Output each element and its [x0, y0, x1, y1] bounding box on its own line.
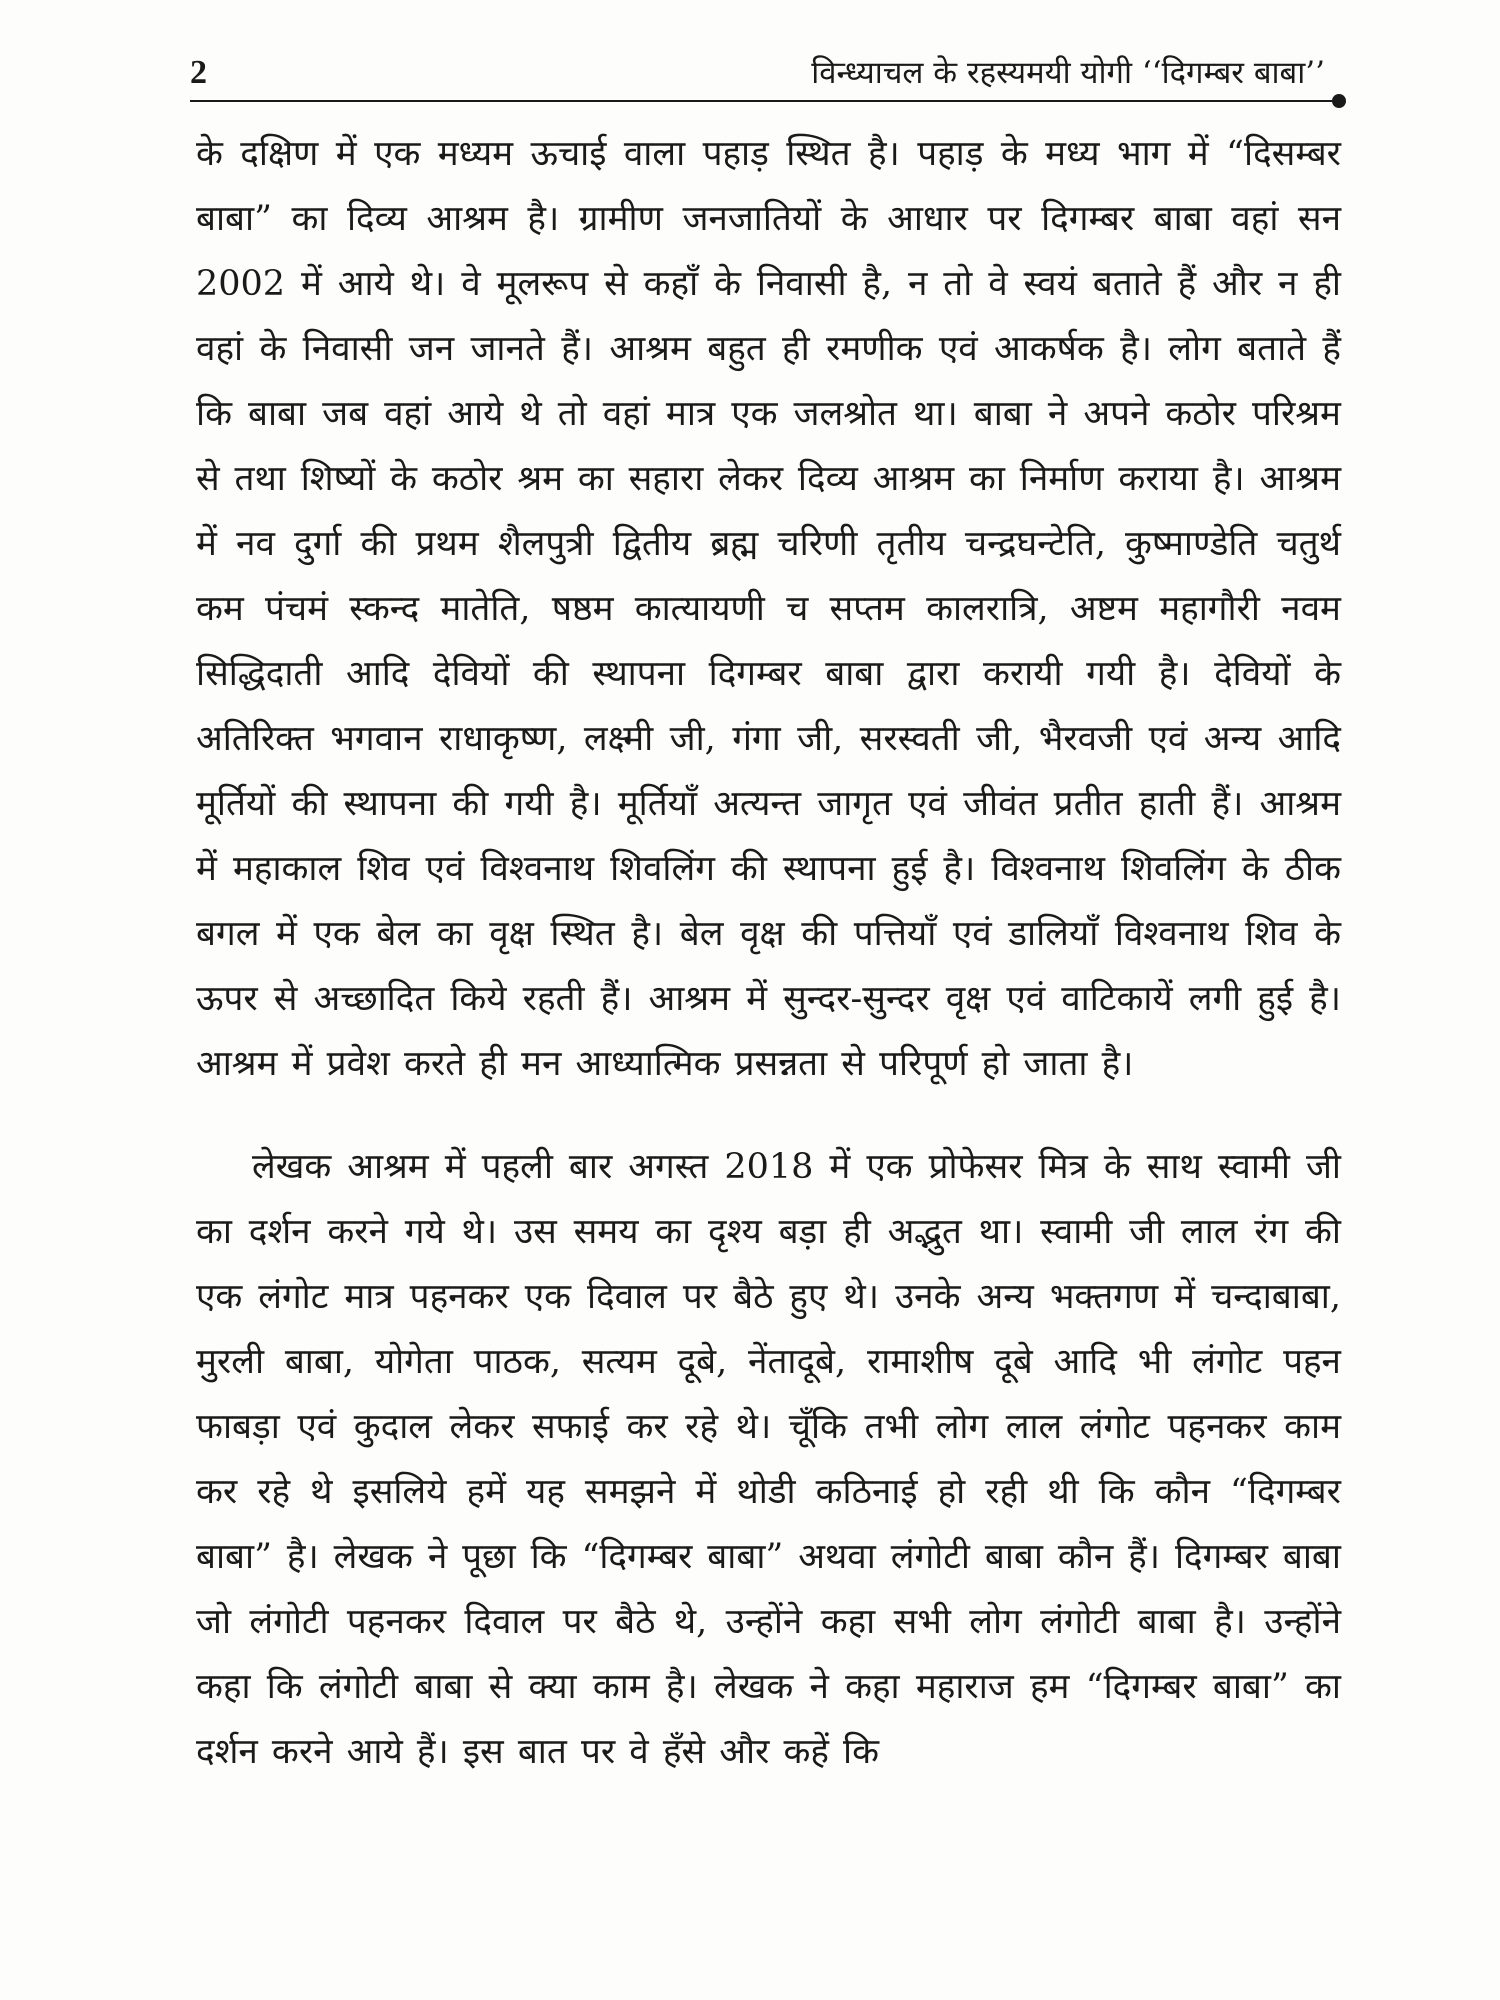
- header-rule: [190, 100, 1340, 102]
- paragraph-ashram-description: के दक्षिण में एक मध्यम ऊचाई वाला पहाड़ स्थित है। पहाड़ के मध्य भाग में “दिसम्बर बाबा” का दिव्य आश्रम है। ग्रामीण जनजातियों के आधार पर दिगम्बर बाबा वहां सन 2002 में आये थे। वे मूलरूप से कहाँ के निवासी है, न तो वे स्वयं बताते हैं और न ही वहां के निवासी जन जानते हैं। आश्रम बहुत ही रमणीक एवं आकर्षक है। लोग बताते हैं कि बाबा जब वहां आये थे तो वहां मात्र एक जलश्रोत था। बाबा ने अपने कठोर परिश्रम से तथा शिष्यों के कठोर श्रम का सहारा लेकर दिव्य आश्रम का निर्माण कराया है। आश्रम में नव दुर्गा की प्रथम शैलपुत्री द्वितीय ब्रह्म चरिणी तृतीय चन्द्रघन्टेति, कुष्माण्डेति चतुर्थ कम पंचमं स्कन्द मातेति, षष्ठम कात्यायणी च सप्तम कालरात्रि, अष्टम महागौरी नवम सिद्धिदाती आदि देवियों की स्थापना दिगम्बर बाबा द्वारा करायी गयी है। देवियों के अतिरिक्त भगवान राधाकृष्ण, लक्ष्मी जी, गंगा जी, सरस्वती जी, भैरवजी एवं अन्य आदि मूर्तियों की स्थापना की गयी है। मूर्तियाँ अत्यन्त जागृत एवं जीवंत प्रतीत हाती हैं। आश्रम में महाकाल शिव एवं विश्वनाथ शिवलिंग की स्थापना हुई है। विश्वनाथ शिवलिंग के ठीक बगल में एक बेल का वृक्ष स्थित है। बेल वृक्ष की पत्तियाँ एवं डालियाँ विश्वनाथ शिव के ऊपर से अच्छादित किये रहती हैं। आश्रम में सुन्दर-सुन्दर वृक्ष एवं वाटिकायें लगी हुई है। आश्रम में प्रवेश करते ही मन आध्यात्मिक प्रसन्नता से परिपूर्ण हो जाता है।: [196, 134, 1341, 1084]
- paragraph-first-visit: लेखक आश्रम में पहली बार अगस्त 2018 में एक प्रोफेसर मित्र के साथ स्वामी जी का दर्शन करने गये थे। उस समय का दृश्य बड़ा ही अद्भुत था। स्वामी जी लाल रंग की एक लंगोट मात्र पहनकर एक दिवाल पर बैठे हुए थे। उनके अन्य भक्तगण में चन्दाबाबा, मुरली बाबा, योगेता पाठक, सत्यम दूबे, नेंतादूबे, रामाशीष दूबे आदि भी लंगोट पहन फाबड़ा एवं कुदाल लेकर सफाई कर रहे थे। चूँकि तभी लोग लाल लंगोट पहनकर काम कर रहे थे इसलिये हमें यह समझने में थोडी कठिनाई हो रही थी कि कौन “दिगम्बर बाबा” है। लेखक ने पूछा कि “दिगम्बर बाबा” अथवा लंगोटी बाबा कौन हैं। दिगम्बर बाबा जो लंगोटी पहनकर दिवाल पर बैठे थे, उन्होंने कहा सभी लोग लंगोटी बाबा है। उन्होंने कहा कि लंगोटी बाबा से क्या काम है। लेखक ने कहा महाराज हम “दिगम्बर बाबा” का दर्शन करने आये हैं। इस बात पर वे हँसे और कहें कि: [196, 1147, 1341, 1772]
- body-text: [196, 122, 1341, 1785]
- header-rule-dot: [1332, 94, 1346, 108]
- running-header: [190, 48, 1345, 98]
- page-number: 2: [190, 54, 207, 91]
- book-title: विन्ध्याचल के रहस्यमयी योगी ‘‘दिगम्बर बाबा’’: [811, 55, 1325, 91]
